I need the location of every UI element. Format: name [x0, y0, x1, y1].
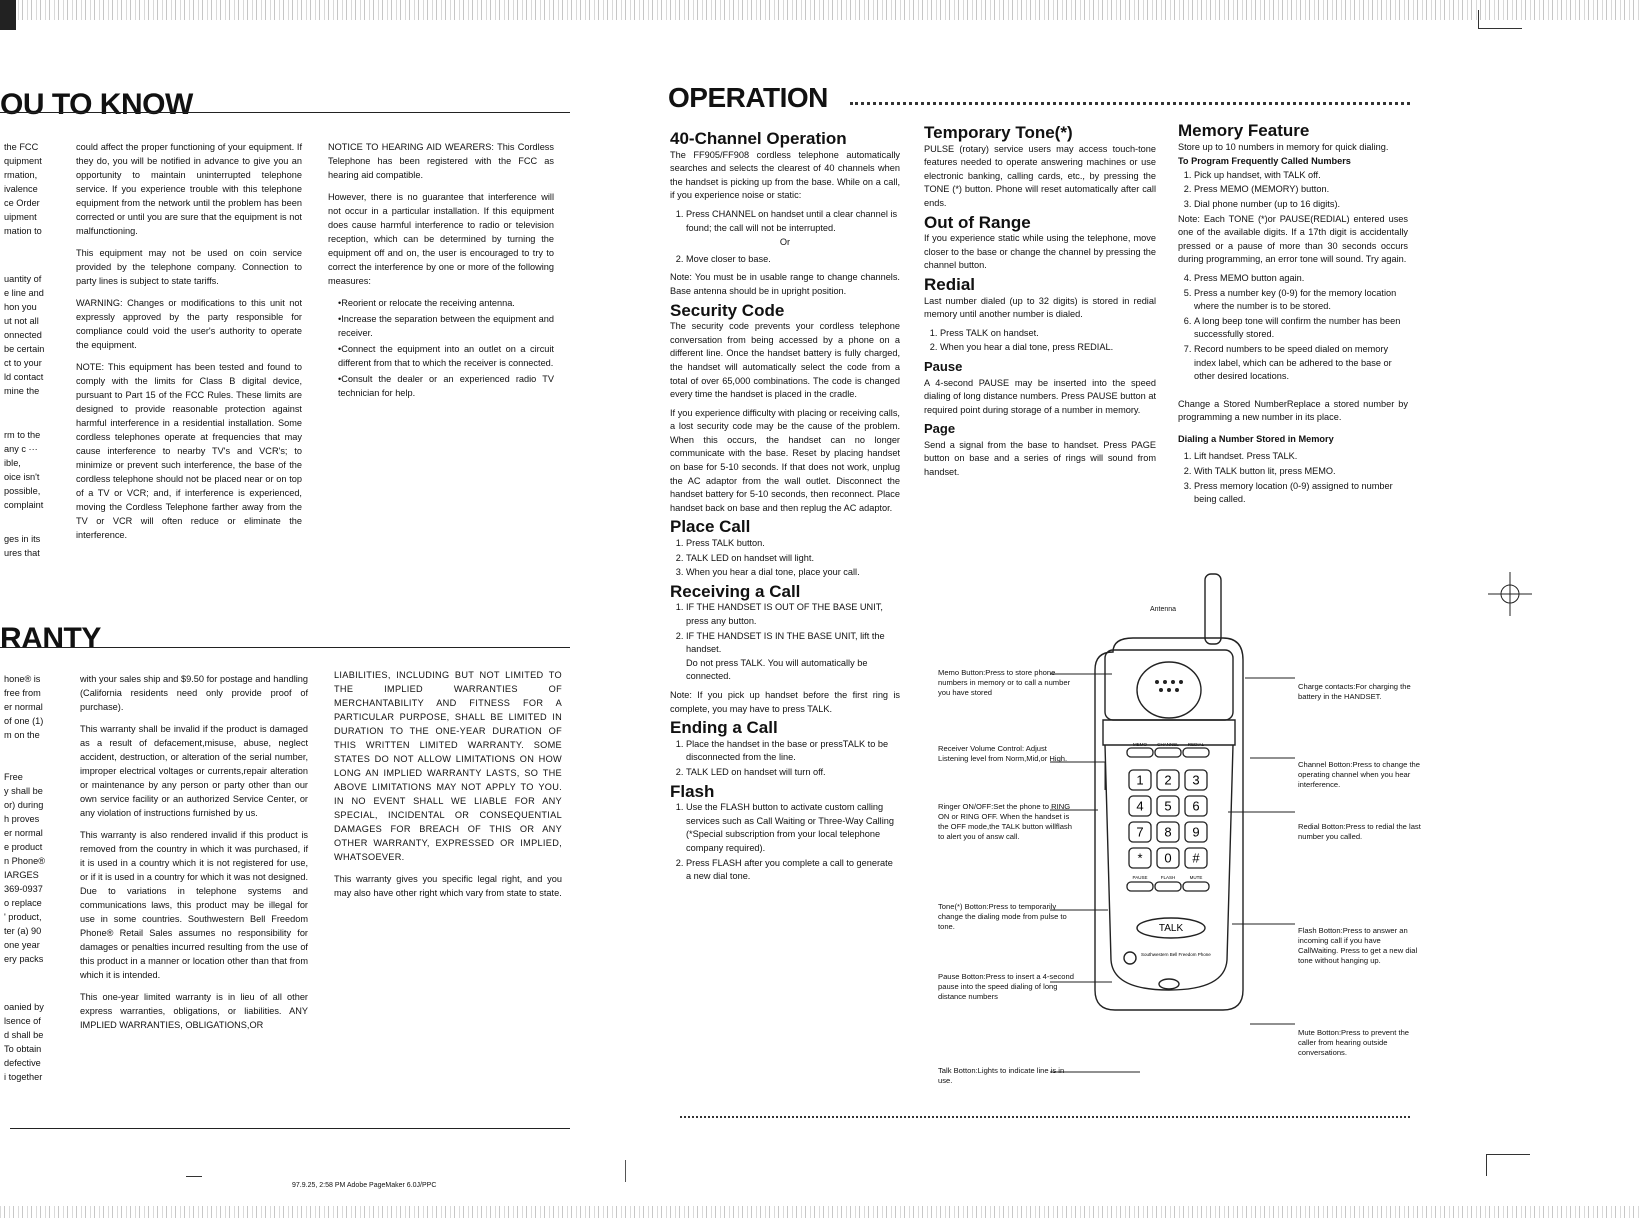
- print-timestamp: 97.9.25, 2:58 PM Adobe PageMaker 6.0J/PPC: [292, 1182, 437, 1189]
- know-title: OU TO KNOW: [0, 88, 193, 121]
- list-item: [686, 630, 900, 684]
- list-item: 2. Move closer to base.: [686, 253, 900, 267]
- top-key-caption: MEMO: [1133, 742, 1147, 747]
- ending-call-heading: Ending a Call: [670, 718, 778, 738]
- channel-button-callout: Channel Botton:Press to change the operating channel when you hear interference.: [1298, 760, 1421, 789]
- place-call-steps: [670, 537, 900, 580]
- page-text: Send a signal from the base to handset. Press PAGE button on base and a series of rings will sound from handset.: [924, 439, 1156, 478]
- receive-step-2b: Do not press TALK. You will automatically be connected.: [686, 657, 868, 682]
- keypad-key-8-label: 8: [1164, 824, 1172, 840]
- channel-operation-heading: 40-Channel Operation: [670, 129, 847, 148]
- know-column-2: [76, 140, 302, 550]
- or-text: Or: [779, 237, 791, 248]
- keypad-key-*-label: *: [1137, 850, 1143, 866]
- dialing-stored-heading: Dialing a Number Stored in Memory: [1178, 433, 1334, 444]
- crop-mark: [1478, 28, 1522, 29]
- top-key-caption: CHANNEL: [1157, 742, 1179, 747]
- list-item: 3. Press memory location (0-9) assigned to number being called.: [1194, 480, 1408, 507]
- talk-button-callout: Talk Botton:Lights to indicate line is in use.: [938, 1066, 1065, 1085]
- left-footer-rule: [10, 1128, 570, 1129]
- flash-heading: Flash: [670, 781, 715, 801]
- charge-contacts-callout: Charge contacts:For charging the battery in the HANDSET.: [1298, 682, 1411, 701]
- security-paragraph: The security code prevents your cordless telephone conversation from being accessed by a phone on a different line. Once the handset battery is fully charged, the handset will automatically select the code from a total of over 65,000 combinations. The code is changed every time the handset is placed in the cradle.: [670, 321, 900, 400]
- warranty-margin-text-3: oanied by lsence of d shall be To obtain defective i together: [4, 1002, 44, 1082]
- receive-step-2: IF THE HANDSET IS IN THE BASE UNIT, lift the handset.: [686, 630, 885, 655]
- out-of-range-heading: Out of Range: [924, 212, 1031, 232]
- memory-steps-b: [1178, 272, 1408, 384]
- crop-mark: [1486, 1154, 1530, 1155]
- keypad-key-#-label: #: [1192, 850, 1200, 866]
- memory-note: Note: Each TONE (*)or PAUSE(REDIAL) entered uses one of the available digits. If a 17th digit is accidentally pressed or a pause of more than 30 seconds occurs during programming, an error tone will sound. Try again.: [1178, 213, 1408, 265]
- memory-steps-c: [1178, 450, 1408, 506]
- talk-key-label: TALK: [1158, 923, 1184, 934]
- redial-button-callout: Redial Botton:Press to redial the last number you called.: [1298, 822, 1421, 841]
- channel-step-list: [670, 208, 900, 235]
- redial-text: Last number dialed (up to 32 digits) is stored in redial memory until another number is dialed.: [924, 295, 1156, 320]
- callout-lines: [930, 660, 1630, 1080]
- operation-dotted-rule: [850, 102, 1410, 105]
- temporary-tone-text: PULSE (rotary) service users may access touch-tone features needed to operate answering machines or use electronic banking, calling cards, etc., by pressing the TONE (*) button. Phone will reset automatically after call ends.: [924, 143, 1156, 208]
- temporary-tone-heading: Temporary Tone(*): [924, 123, 1073, 142]
- pause-heading: Pause: [924, 358, 963, 374]
- channel-note: Note: You must be in usable range to change channels. Base antenna should be in upright position.: [670, 272, 900, 296]
- list-item: 2. Press FLASH after you complete a call to generate a new dial tone.: [686, 857, 900, 884]
- warranty-paragraph: This warranty gives you specific legal right, and you may also have other right which vary from state to state.: [334, 874, 562, 898]
- warranty-paragraph: LIABILITIES, INCLUDING BUT NOT LIMITED TO THE IMPLIED WARRANTIES OF MERCHANTABILITY AND FITNESS FOR A PARTICULAR PURPOSE, SHALL BE LIMITED IN DURATION TO THE ONE-YEAR DURATION OF THIS WRITTEN LIMITED WARRANTY. SOME STATES DO NOT ALLOW LIMITATIONS ON HOW LONG AN IMPLIED WARRANTY LASTS, SO THE ABOVE LIMITATIONS MAY NOT APPLY TO YOU. IN NO EVENT SHALL WE LIABLE FOR ANY SPECIAL, INCIDENTAL OR CONSEQUENTIAL DAMAGES FOR BREACH OF THIS OR ANY OTHER WARRANTY, EXPRESSED OR IMPLIED, WHATSOEVER.: [334, 670, 562, 862]
- list-item: 3. When you hear a dial tone, place your call.: [686, 566, 900, 580]
- tone-button-callout: Tone(*) Botton:Press to temporarily change the dialing mode from pulse to tone.: [938, 902, 1067, 931]
- memory-feature-heading: Memory Feature: [1178, 121, 1310, 140]
- list-item: 1. Press CHANNEL on handset until a clear channel is found; the call will not be interrupted.: [686, 208, 900, 235]
- mute-button-callout: Mute Botton:Press to prevent the caller from hearing outside conversations.: [1298, 1028, 1410, 1057]
- scan-noise-bottom: [0, 1206, 1640, 1218]
- crop-mark: [1478, 10, 1479, 28]
- ringer-callout: Ringer ON/OFF:Set the phone to RING ON or RING OFF. When the handset is the OFF mode,the TALK button willflash to alert you of answ call.: [938, 802, 1072, 841]
- antenna-label: Antenna: [1150, 606, 1177, 613]
- bottom-key-caption: MUTE: [1189, 875, 1203, 880]
- warranty-margin-text-2: Free y shall be or) during h proves er normal e product n Phone® IARGES 369-0937 o replace ' product, ter (a) 90 one year ery packs: [4, 772, 45, 964]
- brand-label: Southwestern Bell Freedom Phone: [1141, 952, 1211, 957]
- flash-steps: [670, 801, 900, 884]
- warranty-title: RANTY: [0, 622, 101, 655]
- pause-text: A 4-second PAUSE may be inserted into the speed dialing of long distance numbers. Press PAUSE button at required point during storage of a number in memory.: [924, 377, 1156, 415]
- page-heading: Page: [924, 421, 956, 437]
- know-margin-text-3: rm to the any c ··· ible, oice isn't possible, complaint: [4, 430, 44, 510]
- keypad-key-2-label: 2: [1164, 772, 1172, 788]
- receiving-note: Note: If you pick up handset before the first ring is complete, you may have to press TALK.: [670, 689, 900, 714]
- keypad-key-7-label: 7: [1136, 824, 1144, 840]
- warranty-paragraph: with your sales ship and $9.50 for postage and handling (California residents need only provide proof of purchase).: [80, 674, 308, 712]
- list-item: 6. A long beep tone will confirm the number has been successfully stored.: [1194, 315, 1408, 342]
- security-code-heading: Security Code: [670, 300, 785, 320]
- keypad-key-5-label: 5: [1164, 798, 1172, 814]
- volume-control-callout: Receiver Volume Control: Adjust Listening level from Norm,Mid,or High.: [938, 744, 1068, 763]
- operation-column-2: [924, 122, 1156, 485]
- keypad-key-9-label: 9: [1192, 824, 1200, 840]
- warranty-column-2: [80, 672, 308, 1040]
- center-fold-mark: [625, 1160, 626, 1182]
- know-paragraph: NOTE: This equipment has been tested and found to comply with the limits for Class B digital device, pursuant to Part 15 of the FCC Rules. These limits are designed to provide reasonable protection against harmful interference in a residential installation. Some cordless telephones operate at frequencies that may cause interference to nearby TV's and VCR's; to minimize or prevent such interference, the base of the cordless telephone should not be placed near or on top of a TV or VCR; and, if interference is experienced, moving the Cordless Telephone farther away from the TV or VCR will often reduce or eliminate the interference.: [76, 362, 302, 540]
- security-paragraph: If you experience difficulty with placing or receiving calls, a lost security code may be the cause of the problem. When this occurs, the handset can no longer communicate with the base. Reset by placing handset on base for 5-10 seconds. If that does not work, unplug the AC adaptor from the wall outlet. Disconnect the handset battery for 5-10 seconds, then reconnect. Place handset back on base and then replug the AC adaptor.: [670, 407, 900, 513]
- memo-button-callout: Memo Button:Press to store phone numbers in memory or to call a number you have stored: [938, 668, 1071, 697]
- registration-mark: [1488, 572, 1532, 616]
- list-item: 1. Use the FLASH button to activate custom calling services such as Call Waiting or Three-Way Calling (*Special subscription from your local telephone company required).: [686, 801, 900, 855]
- bottom-key-caption: PAUSE: [1132, 875, 1148, 880]
- list-item: 2. Press MEMO (MEMORY) button.: [1194, 183, 1408, 197]
- memory-intro: Store up to 10 numbers in memory for quick dialing.: [1178, 141, 1389, 152]
- keypad-key-1-label: 1: [1136, 772, 1144, 788]
- know-bullet: •Consult the dealer or an experienced radio TV technician for help.: [338, 374, 554, 398]
- list-item: 2. TALK LED on handset will turn off.: [686, 766, 900, 780]
- list-item: 2. TALK LED on handset will light.: [686, 552, 900, 566]
- list-item: 1. Pick up handset, with TALK off.: [1194, 169, 1408, 183]
- know-paragraph: However, there is no guarantee that interference will not occur in a particular installation. If this equipment does cause harmful interference to radio or television reception, which can be determined by turning the equipment off and on, the user is encouraged to try to correct the interference by one or more of the following measures:: [328, 192, 554, 286]
- know-margin-text-4: ges in its ures that: [4, 534, 41, 558]
- antenna-shape: [1205, 574, 1221, 644]
- pause-button-callout: Pause Botton:Press to insert a 4-second pause into the speed dialing of long distance numbers: [938, 972, 1074, 1001]
- keypad-key-6-label: 6: [1192, 798, 1200, 814]
- list-item: 1. Place the handset in the base or pressTALK to be disconnected from the line.: [686, 738, 900, 765]
- redial-heading: Redial: [924, 274, 976, 294]
- know-paragraph: This equipment may not be used on coin service provided by the telephone company. Connection to party lines is subject to state tariffs.: [76, 248, 302, 286]
- memory-steps-a: [1178, 169, 1408, 212]
- know-margin-text-2: uantity of e line and hon you ut not all onnected be certain ct to your ld contact mine the: [4, 274, 45, 396]
- list-item: 1. Press TALK button.: [686, 537, 900, 551]
- receiving-call-steps: [670, 601, 900, 684]
- list-item: 2. With TALK button lit, press MEMO.: [1194, 465, 1408, 479]
- keypad-key-0-label: 0: [1164, 850, 1172, 866]
- top-key-caption: REDIAL: [1187, 742, 1205, 747]
- keypad-key-4-label: 4: [1136, 798, 1144, 814]
- list-item: 1. Lift handset. Press TALK.: [1194, 450, 1408, 464]
- warranty-paragraph: This warranty is also rendered invalid if this product is removed from the country in which it was purchased, if it is used in a country which it is not registered for use, or if it is used in a country for which it was not designed. Due to variations in telephone systems and communications laws, this product may be illegal for use in some countries. Southwestern Bell Freedom Phone® Retail Sales assumes no responsibility for damages or penalties incurred resulting from the use of this product in a manner or location other than that from which it is intended.: [80, 830, 308, 980]
- warranty-margin-text-1: hone® is free from er normal of one (1) m on the: [4, 674, 44, 740]
- know-bullet: •Reorient or relocate the receiving antenna.: [338, 298, 515, 308]
- know-paragraph: WARNING: Changes or modifications to this unit not expressly approved by the party responsible for compliance could void the user's authority to operate the equipment.: [76, 298, 302, 350]
- know-column-3: [328, 140, 554, 402]
- know-bullet: •Connect the equipment into an outlet on a circuit different from that to which the receiver is connected.: [338, 344, 554, 368]
- know-margin-text-1: the FCC quipment rmation, ivalence ce Order uipment mation to: [4, 142, 42, 236]
- operation-bottom-dotted-rule: [680, 1116, 1410, 1118]
- channel-operation-intro: The FF905/FF908 cordless telephone automatically searches and selects the clearest of 40 channels when the handset is picking up from the base. While on a call, if you experience noise or static:: [670, 149, 900, 201]
- list-item: 3. Dial phone number (up to 16 digits).: [1194, 198, 1408, 212]
- know-paragraph: could affect the proper functioning of your equipment. If they do, you will be notified in advance to give you an opportunity to maintain uninterrupted telephone service. If you experience trouble with this telephone equipment from the network until the problem has been corrected or until you are sure that the equipment is not malfunctioning.: [76, 142, 302, 236]
- keypad-key-3-label: 3: [1192, 772, 1200, 788]
- warranty-column-3: [334, 668, 562, 908]
- scan-corner-mark: [0, 0, 16, 30]
- flash-button-callout: Flash Botton:Press to answer an incoming call if you have CallWaiting. Press to get a new dial tone without hanging up.: [1298, 926, 1418, 965]
- operation-title: OPERATION: [668, 82, 828, 113]
- out-of-range-text: If you experience static while using the telephone, move closer to the base or change the channel by pressing the channel button.: [924, 233, 1156, 271]
- place-call-heading: Place Call: [670, 517, 751, 537]
- receiving-call-heading: Receiving a Call: [670, 581, 801, 601]
- crop-mark: [1486, 1154, 1487, 1176]
- operation-column-3: [1178, 120, 1408, 512]
- operation-column-1: [670, 128, 900, 889]
- crop-mark: [186, 1176, 202, 1187]
- warranty-rule: [0, 647, 570, 648]
- scan-noise-top: [0, 0, 1640, 20]
- list-item: 2. When you hear a dial tone, press REDIAL.: [940, 341, 1156, 355]
- ending-call-steps: [670, 738, 900, 780]
- list-item: 7. Record numbers to be speed dialed on memory index label, which can be adhered to the base or other desired locations.: [1194, 343, 1408, 384]
- program-numbers-heading: To Program Frequently Called Numbers: [1178, 156, 1351, 167]
- change-stored-number: Change a Stored NumberReplace a stored number by programming a new number in its place.: [1178, 398, 1408, 423]
- list-item: 1. IF THE HANDSET IS OUT OF THE BASE UNIT, press any button.: [686, 601, 900, 628]
- know-bullet: •Increase the separation between the equipment and receiver.: [338, 314, 554, 338]
- warranty-paragraph: This one-year limited warranty is in lieu of all other express warranties, obligations, or liabilities. ANY IMPLIED WARRANTIES, OBLIGATIONS,OR: [80, 992, 308, 1030]
- know-paragraph: NOTICE TO HEARING AID WEARERS: This Cordless Telephone has been registered with the FCC as hearing aid compatible.: [328, 142, 554, 180]
- redial-steps: [924, 327, 1156, 355]
- warranty-paragraph: This warranty shall be invalid if the product is damaged as a result of defacement,misuse, abuse, neglect accident, destruction, or alteration of the serial number, improper electrical voltages or currents,repair alteration or maintenance by any person or party other than our own service facility or an authorized Service Center, or any violation of instructions furnished by us.: [80, 724, 308, 818]
- list-item: 1. Press TALK on handset.: [940, 327, 1156, 341]
- bottom-key-caption: FLASH: [1160, 875, 1176, 880]
- channel-step-list-2: [670, 253, 900, 267]
- know-rule: [0, 112, 570, 113]
- list-item: 5. Press a number key (0-9) for the memory location where the number is to be stored.: [1194, 287, 1408, 314]
- list-item: 4. Press MEMO button again.: [1194, 272, 1408, 286]
